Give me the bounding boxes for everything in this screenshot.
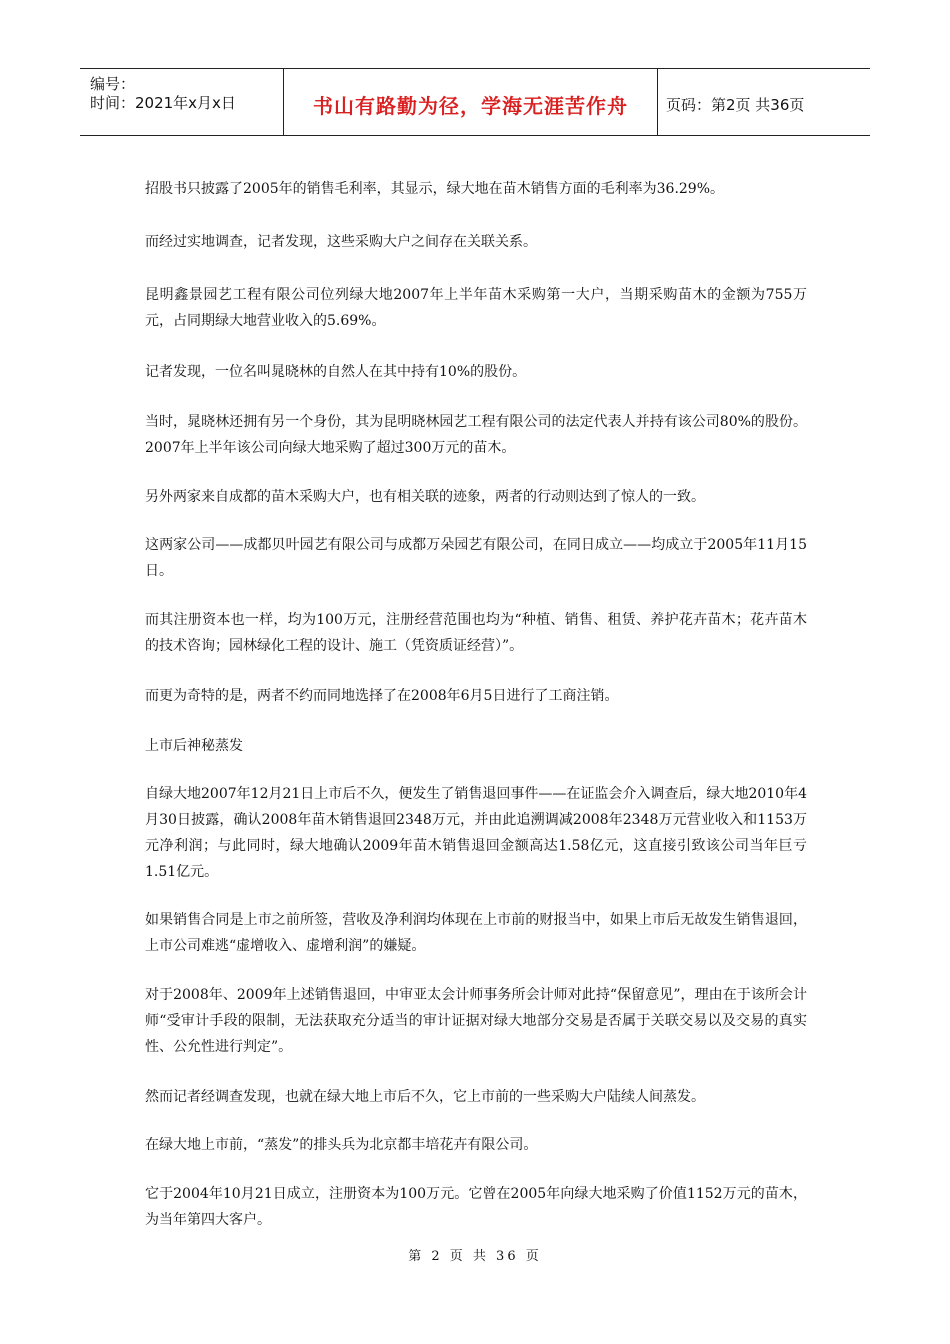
number-label: 编号： (90, 75, 136, 93)
page-info: 页码：第2页 共36页 (666, 96, 805, 114)
date-line: 时间：2021年x月x日 (90, 94, 236, 112)
paragraph: 而更为奇特的是，两者不约而同地选择了在2008年6月5日进行了工商注销。 (145, 688, 619, 704)
paragraph: 招股书只披露了2005年的销售毛利率，其显示，绿大地在苗木销售方面的毛利率为36.29%。 (145, 181, 725, 197)
paragraph: 而其注册资本也一样，均为100万元，注册经营范围也均为“种植、销售、租赁、养护花卉苗木；花卉苗木的技术咨询；园林绿化工程的设计、施工（凭资质证经营）”。 (145, 612, 807, 654)
header-page-cell (658, 69, 870, 135)
paragraph: 另外两家来自成都的苗木采购大户，也有相关联的迹象，两者的行动则达到了惊人的一致。 (145, 489, 705, 505)
header-motto-cell (283, 69, 658, 135)
paragraph: 而经过实地调查，记者发现，这些采购大户之间存在关联关系。 (145, 234, 537, 250)
header-meta-cell (80, 69, 283, 135)
paragraph: 当时，晁晓林还拥有另一个身份，其为昆明晓林园艺工程有限公司的法定代表人并持有该公司80%的股份。2007年上半年该公司向绿大地采购了超过300万元的苗木。 (145, 414, 807, 456)
paragraph: 它于2004年10月21日成立，注册资本为100万元。它曾在2005年向绿大地采购了价值1152万元的苗木，为当年第四大客户。 (145, 1186, 807, 1228)
paragraph: 自绿大地2007年12月21日上市后不久，便发生了销售退回事件——在证监会介入调查后，绿大地2010年4月30日披露，确认2008年苗木销售退回2348万元，并由此追溯调减2008年2348万元营业收入和1153万元净利润；与此同时，绿大地确认2009年苗木销售退回金额高达1.58亿元，这直接引致该公司当年巨亏1.51亿元。 (145, 786, 807, 880)
paragraph: 如果销售合同是上市之前所签，营收及净利润均体现在上市前的财报当中，如果上市后无故发生销售退回，上市公司难逃“虚增收入、虚增利润”的嫌疑。 (145, 912, 807, 954)
paragraph: 记者发现，一位名叫晁晓林的自然人在其中持有10%的股份。 (145, 364, 527, 380)
section-heading: 上市后神秘蒸发 (145, 738, 243, 754)
paragraph: 昆明鑫景园艺工程有限公司位列绿大地2007年上半年苗木采购第一大户，当期采购苗木的金额为755万元，占同期绿大地营业收入的5.69%。 (145, 287, 807, 329)
paragraph: 这两家公司——成都贝叶园艺有限公司与成都万朵园艺有限公司，在同日成立——均成立于2005年11月15日。 (145, 537, 807, 579)
page-footer: 第 2 页 共 36 页 (408, 1249, 542, 1264)
document-header (80, 68, 870, 136)
paragraph: 对于2008年、2009年上述销售退回，中审亚太会计师事务所会计师对此持“保留意见”，理由在于该所会计师“受审计手段的限制，无法获取充分适当的审计证据对绿大地部分交易是否属于关联交易以及交易的真实性、公允性进行判定”。 (145, 987, 807, 1055)
paragraph: 然而记者经调查发现，也就在绿大地上市后不久，它上市前的一些采购大户陆续人间蒸发。 (145, 1089, 705, 1105)
motto: 书山有路勤为径，学海无涯苦作舟 (313, 94, 628, 118)
paragraph: 在绿大地上市前，“蒸发”的排头兵为北京都丰培花卉有限公司。 (145, 1137, 538, 1153)
